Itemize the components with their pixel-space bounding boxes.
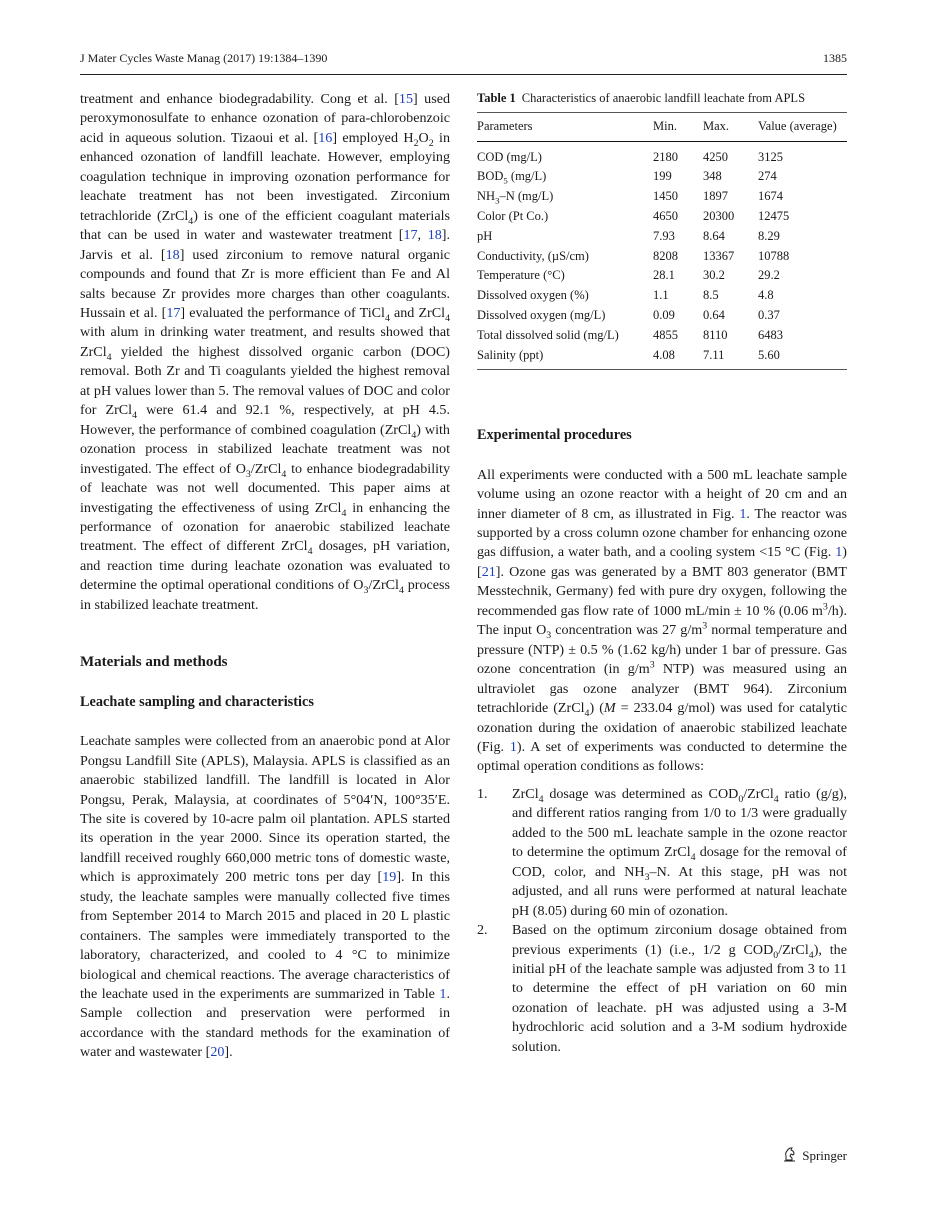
table-header-row xyxy=(477,113,847,142)
table-1 xyxy=(477,90,847,370)
citation-link-20[interactable]: 20 xyxy=(210,1044,225,1061)
publisher-name: Springer xyxy=(802,1148,847,1163)
page-number: 1385 xyxy=(823,51,847,65)
col-header-max: Max. xyxy=(703,119,730,133)
figure-1-link-c[interactable]: 1 xyxy=(509,739,517,756)
procedure-paragraph: All experiments were conducted with a 500 mL leachate sample volume using an ozone reactor with a height of 20 cm and an inner diameter of 8 cm, as illustrated in Fig. 1. The reactor was supported by a cross column ozone chamber for enhancing ozone gas diffusion, a water bath, and a cooling system <15 °C (Fig. 1) [21]. Ozone gas was generated by a BMT 803 generator (BMT Messtechnik, Germany) fed with pure dry oxygen, following the recommended gas flow rate of 1000 mL/min ± 10 % (0.06 $m^3/h$). The input $O_3$ concentration was 27 $g/m^3$ normal temperature and pressure (NTP) ± 0.5 % (1.62 kg/h) under 1 bar of pressure. Gas ozone concentration (in $g/m^3$ NTP) was measured using an ultraviolet gas ozone analyzer (BMT 964). Zirconium tetrachloride (ZrCl$_4$) (M = 233.04 g/mol) was used for catalytic ozonation during the oxidation of anaerobic stabilized leachate (Fig. 1). A set of experiments was conducted to determine the optimal operation conditions as follows: xyxy=(477,466,848,775)
col-header-parameters: Parameters xyxy=(477,119,533,133)
journal-citation: J Mater Cycles Waste Manag (2017) 19:1384–1390 xyxy=(80,51,328,65)
citation-link-19[interactable]: 19 xyxy=(382,869,397,886)
leachate-characteristics-table xyxy=(477,112,847,370)
list-item: 1. ZrCl$_4$ dosage was determined as $COD_0/ZrCl_4$ ratio (g/g), and different ratios ranging from 1/0 to 1/3 were gradually added to the 500 mL leachate sample in the ozone reactor to determine the optimum ZrCl$_4$ dosage for the removal of COD, color, and $NH_3-N$. At this stage, pH was not adjusted, and all runs were performed at natural leachate pH (8.05) during 60 min of ozonation. xyxy=(477,785,847,919)
table-row: Salinity (ppt) 4.08 7.11 5.60 xyxy=(477,347,780,362)
subsection-heading-leachate-sampling: Leachate sampling and characteristics xyxy=(80,693,314,710)
col-header-min: Min. xyxy=(653,119,677,133)
table-row: $NH_3-N$ (mg/L) 1450 1897 1674 xyxy=(477,189,783,206)
experiment-steps-list xyxy=(477,785,847,1057)
table-row: Dissolved oxygen (%) 1.1 8.5 4.8 xyxy=(477,288,774,303)
figure-1-link-b[interactable]: 1 xyxy=(835,544,843,561)
citation-link-18[interactable]: 18 xyxy=(427,227,442,244)
citation-link-17b[interactable]: 17 xyxy=(166,304,181,321)
right-column xyxy=(477,90,847,1057)
table-row: Color (Pt Co.) 4650 20300 12475 xyxy=(477,209,790,224)
citation-link-18b[interactable]: 18 xyxy=(165,246,180,263)
section-heading-materials-methods: Materials and methods xyxy=(80,654,228,671)
running-header xyxy=(80,50,847,75)
table-caption: Table 1 Characteristics of anaerobic landfill leachate from APLS xyxy=(477,91,806,105)
citation-link-15[interactable]: 15 xyxy=(398,91,414,107)
list-item: 2. Based on the optimum zirconium dosage obtained from previous experiments (1) (i.e., 1/2 g $COD_0/ZrCl_4$), the initial pH of the leachate sample was adjusted from 3 to 11 to determine the effect of pH variation on 60 min ozonation of leachate. pH was adjusted using a 3-M hydrochloric acid solution and a 3-M sodium hydroxide solution. xyxy=(477,922,847,1055)
table-row: Total dissolved solid (mg/L) 4855 8110 6483 xyxy=(477,327,783,342)
table-row: pH 7.93 8.64 8.29 xyxy=(477,228,780,243)
springer-horse-icon xyxy=(782,1146,798,1166)
col-header-average: Value (average) xyxy=(758,119,837,133)
publisher-logo xyxy=(782,1146,847,1166)
table-row: $BOD_5$ (mg/L) 199 348 274 xyxy=(477,169,777,186)
table-row: Temperature (°C) 28.1 30.2 29.2 xyxy=(477,268,780,283)
table-1-link[interactable]: 1 xyxy=(439,986,447,1003)
sampling-paragraph: Leachate samples were collected from an anaerobic pond at Alor Pongsu Landfill Site (APLS), Malaysia. APLS is classified as an anaerobic stabilized landfill. The landfill is located in Alor Pongsu, Perak, Malaysia, at coordinates of 5°04′N, 100°35′E. The site is covered by 10-acre palm oil plantation. APLS started its operation in the year 2000. Since its operation started, the landfill received roughly 660,000 metric tons of domestic waste, which is approximately 200 metric tons per day [19]. In this study, the leachate samples were manually collected five times from September 2014 to March 2015 and placed in 20 L plastic containers. The samples were immediately transported to the laboratory, characterized, and cooled to 4 °C to minimize biological and chemical reactions. The average characteristics of the leachate used in the experiments are summarized in Table 1. Sample collection and preservation were performed in accordance with the standard methods for the examination of water and wastewater [20]. xyxy=(80,733,450,1061)
section-heading-experimental-procedures: Experimental procedures xyxy=(477,427,632,444)
table-row: Conductivity, (µS/cm) 8208 13367 10788 xyxy=(477,248,790,263)
figure-1-link[interactable]: 1 xyxy=(739,505,747,522)
citation-link-17[interactable]: 17 xyxy=(403,227,418,244)
citation-link-21[interactable]: 21 xyxy=(481,563,496,580)
intro-paragraph: treatment and enhance biodegradability. Cong et al. [15] used peroxymonosulfate to enhance ozonation of para-chlorobenzoic acid in aqueous solution. Tizaoui et al. [16] employed $H_2O_2$ in enhanced ozonation of landfill leachate. However, employing coagulation technique in improving ozonation performance for leachate treatment has not been investigated. Zirconium tetrachloride (ZrCl$_4$) is one of the efficient coagulant materials that can be used in water and wastewater treatment [17, 18]. Jarvis et al. [18] used zirconium to remove natural organic compounds and found that Zr is more efficient than Fe and Al salts because Zr provides more charges than other coagulants. Hussain et al. [17] evaluated the performance of TiCl$_4$ and ZrCl$_4$ with alum in drinking water treatment, and results showed that ZrCl$_4$ yielded the highest dissolved organic carbon (DOC) removal. Both Zr and Ti coagulants yielded the highest removal at pH values lower than 5. The removal values of DOC and color for ZrCl$_4$ were 61.4 and 92.1 %, respectively, at pH 4.5. However, the performance of combined coagulation (ZrCl$_4$) with ozonation process in stabilized leachate treatment was not investigated. The effect of $O_3/ZrCl_4$ to enhance biodegradability of leachate was not well documented. This paper aims at investigating the effectiveness of using ZrCl$_4$ in enhancing the performance of ozonation for anaerobic stabilized leachate treatment. The effect of different ZrCl$_4$ dosages, pH variation, and reaction time during leachate ozonation was evaluated to determine the optimal operational conditions of $O_3/ZrCl_4$ process in stabilized leachate treatment. xyxy=(80,91,451,613)
citation-link-16[interactable]: 16 xyxy=(318,129,333,146)
table-row: COD (mg/L) 2180 4250 3125 xyxy=(477,149,783,164)
table-row: Dissolved oxygen (mg/L) 0.09 0.64 0.37 xyxy=(477,308,780,322)
left-column xyxy=(80,90,450,1063)
